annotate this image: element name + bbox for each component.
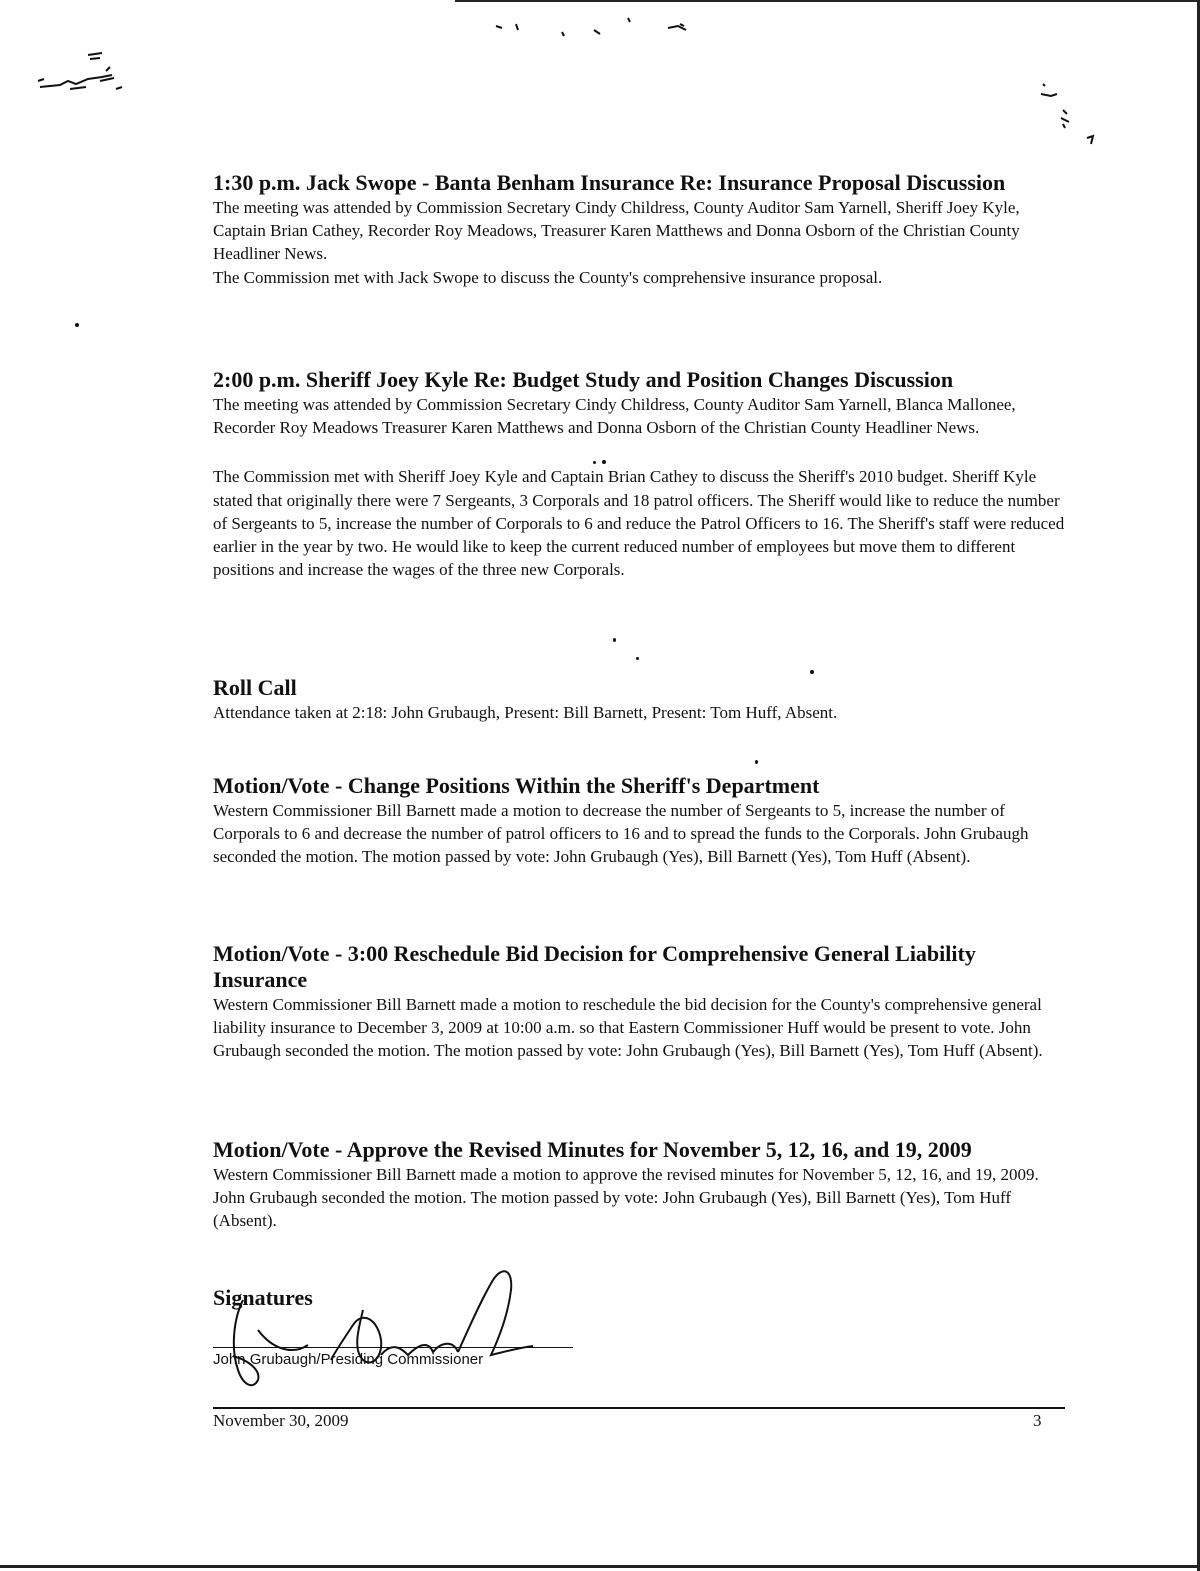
section-title: 1:30 p.m. Jack Swope - Banta Benham Insurance Re: Insurance Proposal Discussion [213, 170, 1006, 195]
signature-caption: John Grubaugh/Presiding Commissioner [213, 1351, 484, 1368]
signatures-heading: Signatures [213, 1285, 313, 1310]
agenda-section [213, 1137, 1073, 1233]
handwritten-signature [213, 1260, 553, 1400]
section-paragraph: The meeting was attended by Commission Secretary Cindy Childress, County Auditor Sam Yarnell, Sheriff Joey Kyle, Captain Brian Cathey, Recorder Roy Meadows, Treasurer Karen Matthews and Donna Osborn of the Christian County Headliner News. [213, 198, 1020, 264]
scan-noise-top-right [1035, 80, 1105, 150]
agenda-section [213, 941, 1073, 1063]
section-title: Motion/Vote - 3:00 Reschedule Bid Decision for Comprehensive General Liability Insurance [213, 941, 976, 992]
scan-noise-top-left [30, 45, 140, 105]
agenda-section [213, 773, 1073, 869]
footer-date: November 30, 2009 [213, 1411, 349, 1430]
section-paragraph: Attendance taken at 2:18: John Grubaugh, Present: Bill Barnett, Present: Tom Huff, Absent. [213, 703, 838, 722]
scan-bottom-edge [0, 1565, 1200, 1568]
scan-noise-top-center [490, 14, 710, 44]
section-paragraph: Western Commissioner Bill Barnett made a motion to reschedule the bid decision for the County's comprehensive general liability insurance to December 3, 2009 at 10:00 a.m. so that Eastern Commissioner Huff would be present to vote. John Grubaugh seconded the motion. The motion passed by vote: John Grubaugh (Yes), Bill Barnett (Yes), Tom Huff (Absent). [213, 995, 1043, 1061]
footer-rule [213, 1407, 1065, 1409]
scan-speck [755, 760, 758, 764]
section-paragraph: The meeting was attended by Commission Secretary Cindy Childress, County Auditor Sam Yarnell, Blanca Mallonee, Recorder Roy Meadows Treasurer Karen Matthews and Donna Osborn of the Christian County Headliner News. [213, 395, 1016, 438]
scan-speck [636, 657, 639, 660]
section-paragraph: Western Commissioner Bill Barnett made a motion to decrease the number of Sergeants to 5, increase the number of Corporals to 6 and decrease the number of patrol officers to 16 and to spread the funds to the Corporals. John Grubaugh seconded the motion. The motion passed by vote: John Grubaugh (Yes), Bill Barnett (Yes), Tom Huff (Absent). [213, 801, 1029, 867]
section-title: 2:00 p.m. Sheriff Joey Kyle Re: Budget Study and Position Changes Discussion [213, 367, 954, 392]
section-paragraph: The Commission met with Sheriff Joey Kyle and Captain Brian Cathey to discuss the Sheriff's 2010 budget. Sheriff Kyle stated that originally there were 7 Sergeants, 3 Corporals and 18 patrol officers. The Sheriff would like to reduce the number of Sergeants to 5, increase the number of Corporals to 6 and reduce the Patrol Officers to 16. The Sheriff's staff were reduced earlier in the year by two. He would like to keep the current reduced number of employees but move them to different positions and increase the wages of the three new Corporals. [213, 467, 1065, 580]
scan-speck [75, 323, 79, 327]
agenda-section [213, 675, 1073, 724]
signature-block [213, 1285, 593, 1395]
scan-top-edge [455, 0, 1200, 2]
scan-speck [613, 638, 616, 642]
signature-line [213, 1347, 573, 1348]
section-title: Roll Call [213, 675, 297, 700]
section-paragraph: The Commission met with Jack Swope to discuss the County's comprehensive insurance proposal. [213, 267, 883, 287]
agenda-section [213, 170, 1073, 289]
section-title: Motion/Vote - Approve the Revised Minutes for November 5, 12, 16, and 19, 2009 [213, 1137, 972, 1162]
agenda-section [213, 367, 1073, 581]
page-number: 3 [1033, 1411, 1042, 1430]
section-title: Motion/Vote - Change Positions Within the Sheriff's Department [213, 773, 820, 798]
scan-speck [810, 670, 814, 674]
section-paragraph: Western Commissioner Bill Barnett made a motion to approve the revised minutes for November 5, 12, 16, and 19, 2009. John Grubaugh seconded the motion. The motion passed by vote: John Grubaugh (Yes), Bill Barnett (Yes), Tom Huff (Absent). [213, 1165, 1039, 1231]
